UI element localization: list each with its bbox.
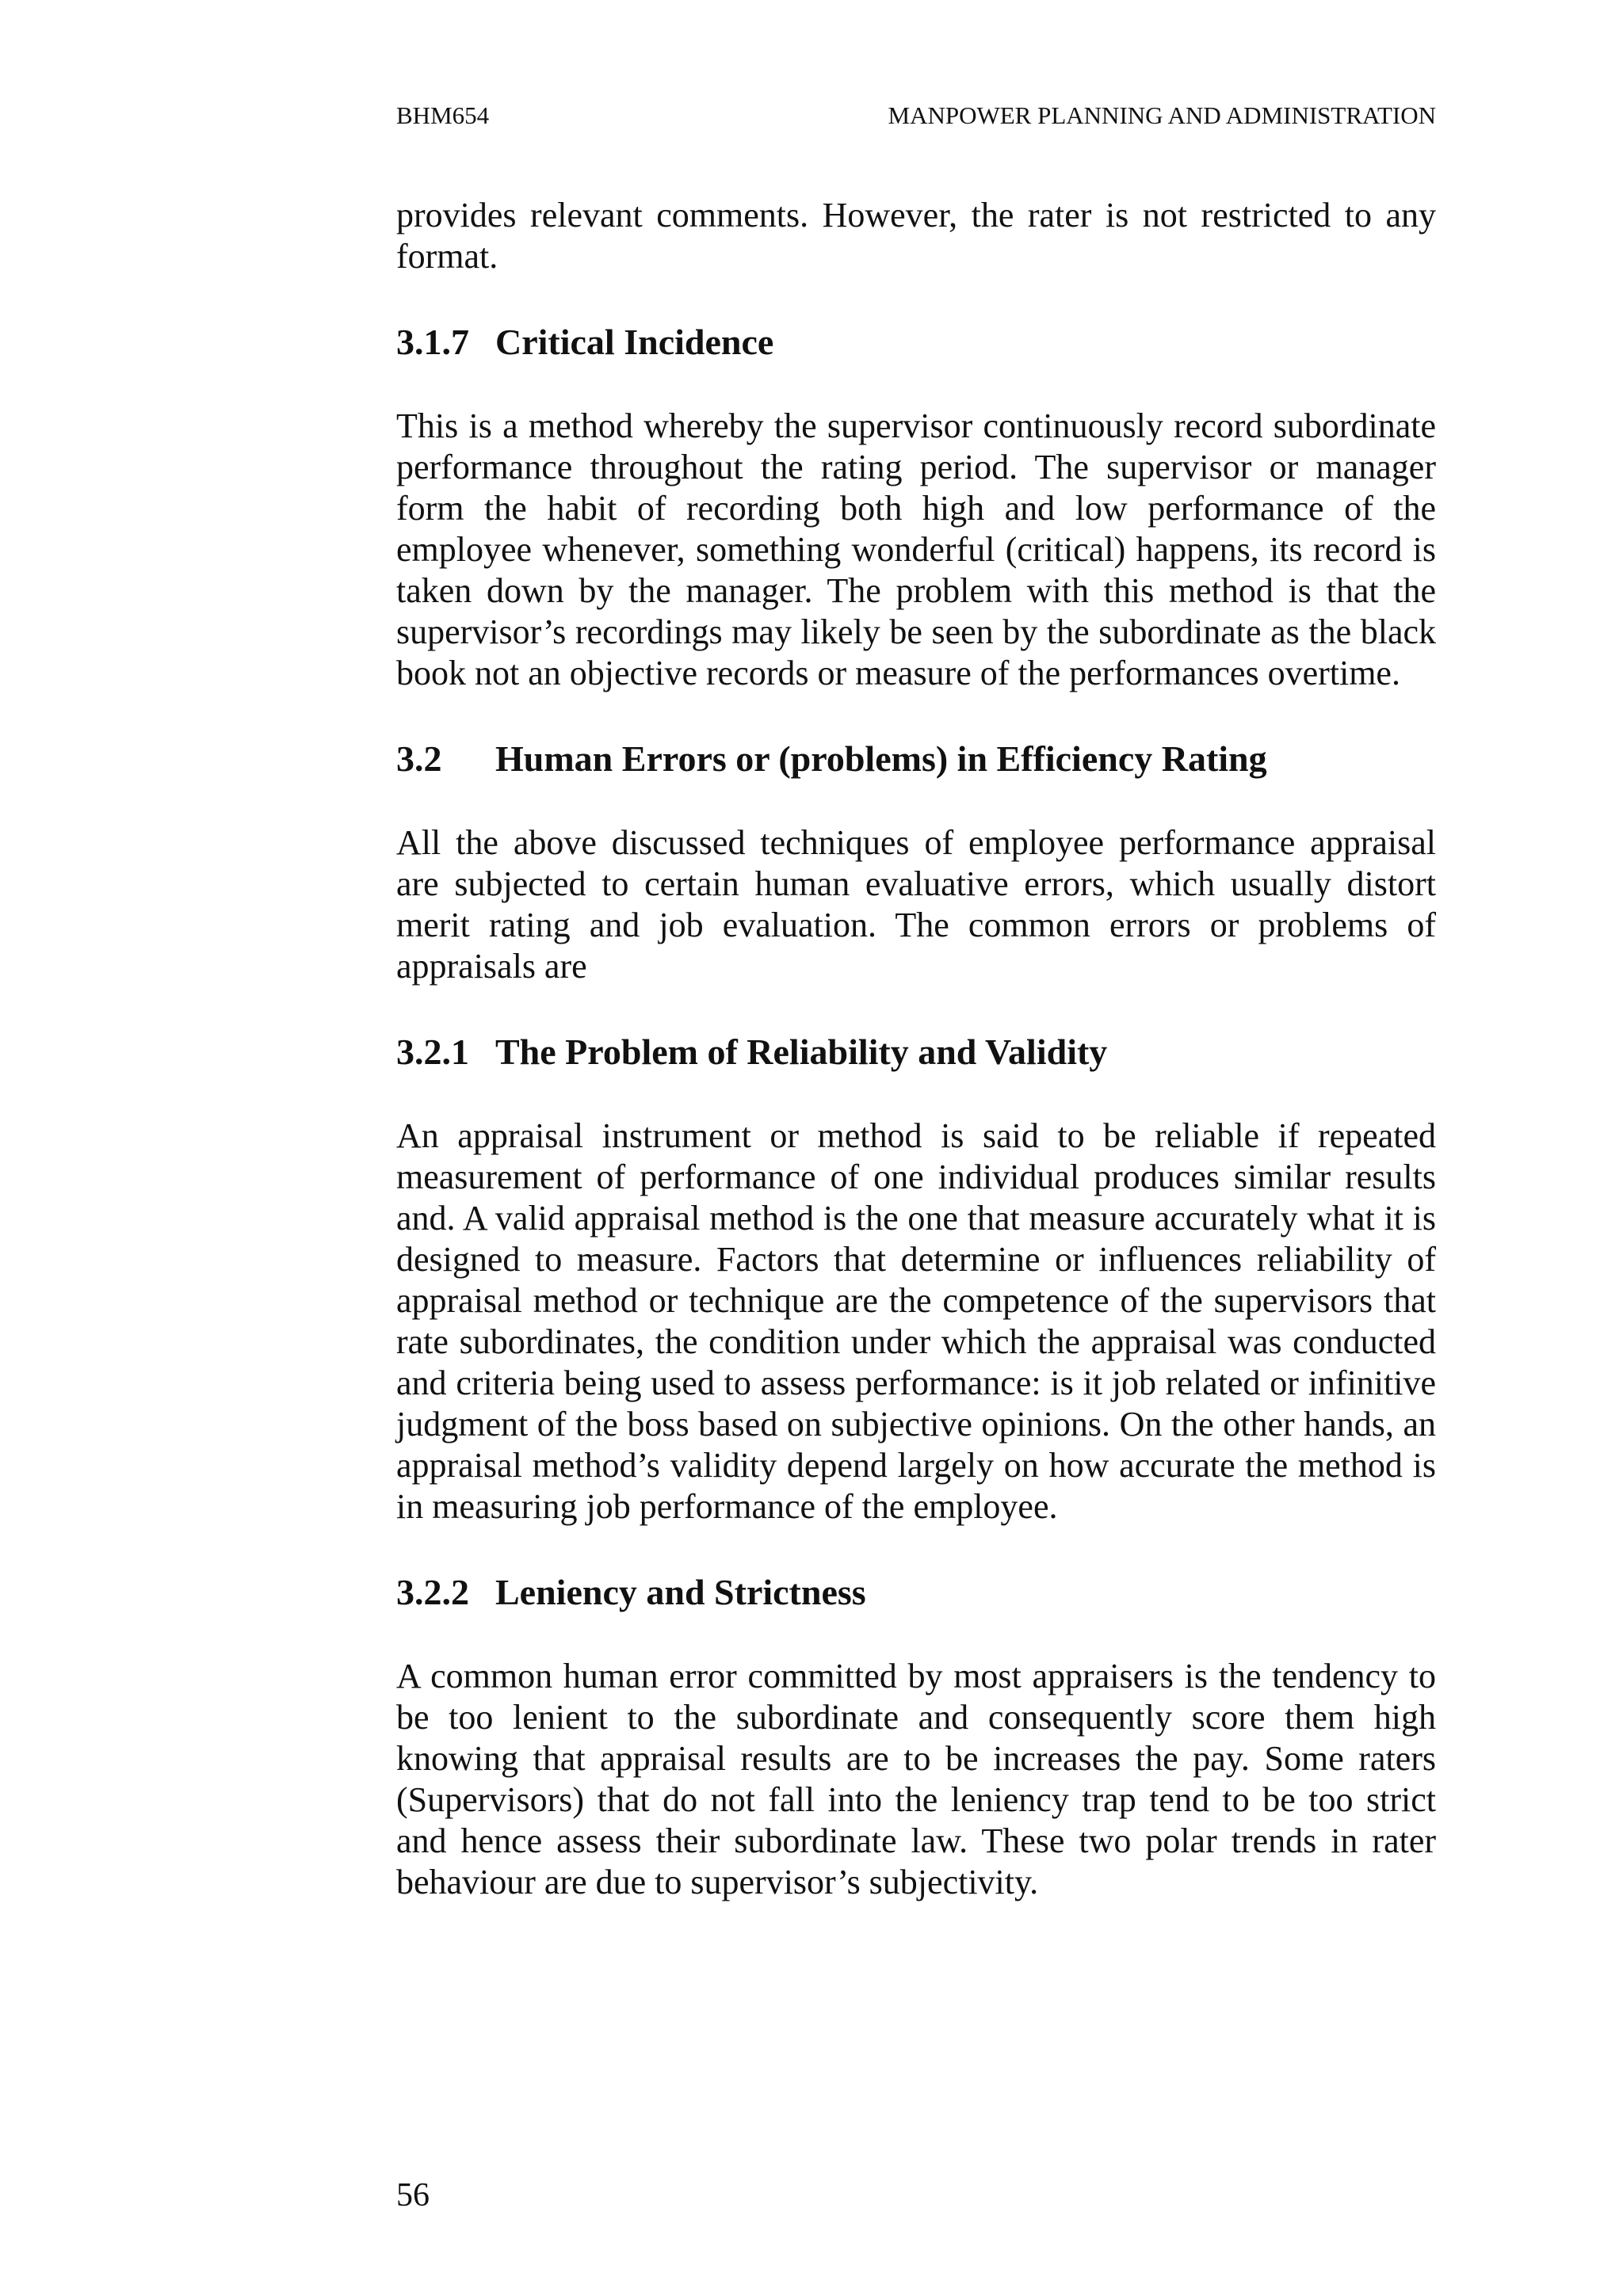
section-number: 3.2.1	[396, 1032, 469, 1072]
section-title: Critical Incidence	[495, 322, 774, 362]
section-number: 3.2.2	[396, 1572, 469, 1612]
section-title: The Problem of Reliability and Validity	[495, 1032, 1108, 1072]
section-paragraph-3-2-1: An appraisal instrument or method is said to be reliable if repeated measurement of performance of one individual produces similar results and. A valid appraisal method is the one that measure accurately what it is designed to measure. Factors that determine or influences reliability of appraisal method or technique are the competence of the supervisors that rate subordinates, the condition under which the appraisal was conducted and criteria being used to assess performance: is it job related or infinitive judgment of the boss based on subjective opinions. On the other hands, an appraisal method’s validity depend largely on how accurate the method is in measuring job performance of the employee.	[396, 1116, 1436, 1526]
section-title: Human Errors or (problems) in Efficiency Rating	[495, 738, 1267, 779]
section-heading-3-2	[396, 737, 1436, 781]
section-number: 3.1.7	[396, 322, 469, 362]
section-heading-3-2-1	[396, 1030, 1436, 1074]
intro-paragraph: provides relevant comments. However, the rater is not restricted to any format.	[396, 196, 1436, 276]
section-paragraph-3-2-2: A common human error committed by most appraisers is the tendency to be too lenient to the subordinate and consequently score them high knowing that appraisal results are to be increases the pay. Some raters (Supervisors) that do not fall into the leniency trap tend to be too strict and hence assess their subordinate law. These two polar trends in rater behaviour are due to supervisor’s subjectivity.	[396, 1657, 1436, 1901]
page-body	[396, 195, 1436, 1903]
section-paragraph-3-2: All the above discussed techniques of employee performance appraisal are subjected to certain human evaluative errors, which usually distort merit rating and job evaluation. The common errors or problems of appraisals are	[396, 823, 1436, 986]
page-header	[396, 100, 1436, 132]
course-title: MANPOWER PLANNING AND ADMINISTRATION	[888, 101, 1436, 129]
section-paragraph-3-1-7: This is a method whereby the supervisor continuously record subordinate performance throughout the rating period. The supervisor or manager form the habit of recording both high and low performance of the employee whenever, something wonderful (critical) happens, its record is taken down by the manager. The problem with this method is that the supervisor’s recordings may likely be seen by the subordinate as the black book not an objective records or measure of the performances overtime.	[396, 406, 1436, 692]
section-heading-3-1-7	[396, 320, 1436, 364]
section-heading-3-2-2	[396, 1570, 1436, 1615]
course-code: BHM654	[396, 101, 490, 129]
section-number: 3.2	[396, 738, 442, 779]
section-title: Leniency and Strictness	[495, 1572, 866, 1612]
page-number: 56	[396, 2177, 430, 2214]
